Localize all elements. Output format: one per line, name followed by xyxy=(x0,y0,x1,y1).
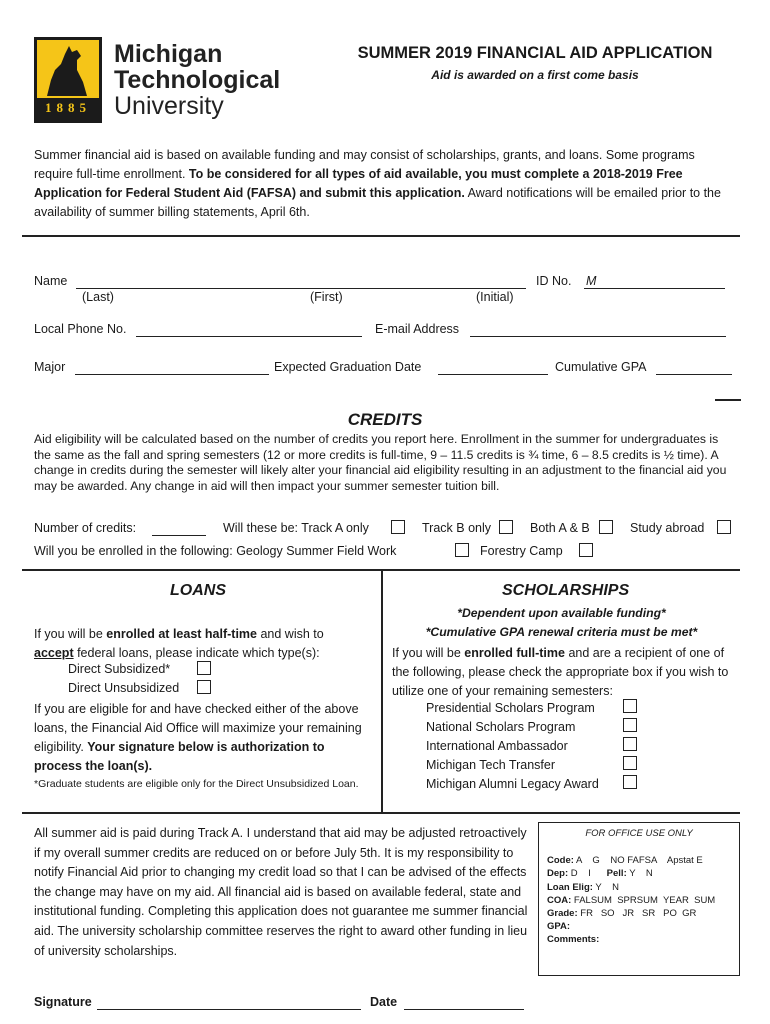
terms-paragraph: All summer aid is paid during Track A. I understand that aid may be adjusted retroactively if my overall summer credits are reduced on or before July 5th. It is my responsibility to notify Financial Aid prior to changing my credit load so that I can be advised of the effects the change may have on my aid. All financial aid is based on available federal, state and institutional funding. Completing this application does not guarantee me summer financial aid. The university scholarship committee reserves the right to award other funding in lieu of university scholarships. xyxy=(34,826,528,958)
logo-year: 1885 xyxy=(45,100,91,115)
credits-number-label: Number of credits: xyxy=(34,521,137,535)
credits-number-input[interactable] xyxy=(152,535,206,536)
office-gpa-row: GPA: xyxy=(547,921,571,933)
office-coa-row: COA: FALSUM SPRSUM YEAR SUM xyxy=(547,894,716,906)
scholarship-label-national: National Scholars Program xyxy=(426,720,576,734)
track-b-checkbox[interactable] xyxy=(499,520,513,534)
scholarship-checkbox-national[interactable] xyxy=(623,718,637,732)
initial-label: (Initial) xyxy=(476,290,514,304)
email-input[interactable] xyxy=(470,336,726,337)
loans-heading: LOANS xyxy=(170,582,226,599)
id-prefix: M xyxy=(586,274,597,288)
id-input[interactable] xyxy=(584,288,725,289)
divider xyxy=(22,812,740,814)
scholarship-label-presidential: Presidential Scholars Program xyxy=(426,701,595,715)
office-use-box xyxy=(538,822,740,976)
email-label: E-mail Address xyxy=(375,322,460,336)
forestry-label: Forestry Camp xyxy=(480,544,563,558)
scholarship-label-transfer: Michigan Tech Transfer xyxy=(426,758,555,772)
both-checkbox[interactable] xyxy=(599,520,613,534)
id-label: ID No. xyxy=(536,274,572,288)
abroad-label: Study abroad xyxy=(630,521,705,535)
grad-date-input[interactable] xyxy=(438,374,548,375)
office-comments-row: Comments: xyxy=(547,934,600,946)
last-label: (Last) xyxy=(82,290,114,304)
logo-badge xyxy=(34,37,102,123)
subsidized-checkbox[interactable] xyxy=(197,661,211,675)
unsubsidized-label: Direct Unsubsidized xyxy=(68,681,180,695)
credits-paragraph: Aid eligibility will be calculated based on the number of credits you report here. Enrollment in the summer for undergraduates is the same as the fall and spring semesters (12 or more credits is full-time, 9 – 11.5 credits is ¾ time, 6 – 8.5 credits is ½ time). A change in credits during the semester will likely alter your financial aid eligibility resulting in an adjustment to the financial aid you may be awarded. Any change in aid will then impact your summer semester tuition bill. xyxy=(34,432,727,493)
forestry-checkbox[interactable] xyxy=(579,543,593,557)
intro-paragraph: Summer financial aid is based on available funding and may consist of scholarships, grants, and loans. Some programs require full-time enrollment. To be considered for all types of aid available, you must complete a 2018-2019 Free Application for Federal Student Aid (FAFSA) and submit this application. Award notifications will be emailed prior to the availability of summer billing statements, April 6th. xyxy=(34,148,721,219)
grad-date-label: Expected Graduation Date xyxy=(274,360,422,374)
scholarship-label-international: International Ambassador xyxy=(426,739,568,753)
divider xyxy=(715,399,741,401)
date-label: Date xyxy=(370,995,398,1009)
name-input[interactable] xyxy=(76,288,526,289)
major-label: Major xyxy=(34,360,66,374)
scholarship-checkbox-legacy[interactable] xyxy=(623,775,637,789)
both-label: Both A & B xyxy=(530,521,590,535)
husky-icon xyxy=(37,40,99,98)
signature-label: Signature xyxy=(34,995,92,1009)
credits-heading: CREDITS xyxy=(347,410,423,429)
logo-line1: Michigan xyxy=(114,40,223,68)
divider xyxy=(22,235,740,237)
page-subtitle: Aid is awarded on a first come basis xyxy=(431,68,639,82)
geology-checkbox[interactable] xyxy=(455,543,469,557)
first-label: (First) xyxy=(310,290,343,304)
logo-line2: Technological xyxy=(114,66,281,94)
scholarship-checkbox-international[interactable] xyxy=(623,737,637,751)
loans-authorization: If you are eligible for and have checked either of the above loans, the Financial Aid Office will maximize your remaining eligibility. Your signature below is authorization to process the loan(s). xyxy=(34,702,362,773)
office-title: FOR OFFICE USE ONLY xyxy=(585,828,693,839)
page-title: SUMMER 2019 FINANCIAL AID APPLICATION xyxy=(357,44,713,62)
abroad-checkbox[interactable] xyxy=(717,520,731,534)
scholarship-label-legacy: Michigan Alumni Legacy Award xyxy=(426,777,599,791)
logo-line3: University xyxy=(114,92,224,120)
scholarships-note-2: *Cumulative GPA renewal criteria must be met* xyxy=(425,625,698,639)
subsidized-label: Direct Subsidized* xyxy=(68,662,171,676)
signature-input[interactable] xyxy=(97,1009,361,1010)
office-code-row: Code: A G NO FAFSA Apstat E xyxy=(547,855,703,867)
major-input[interactable] xyxy=(75,374,269,375)
gpa-input[interactable] xyxy=(656,374,732,375)
office-grade-row: Grade: FR SO JR SR PO GR xyxy=(547,908,697,920)
track-question: Will these be: Track A only xyxy=(223,521,369,535)
logo xyxy=(34,37,304,123)
office-loan-row: Loan Elig: Y N xyxy=(547,881,619,893)
phone-input[interactable] xyxy=(136,336,362,337)
scholarship-checkbox-transfer[interactable] xyxy=(623,756,637,770)
unsubsidized-checkbox[interactable] xyxy=(197,680,211,694)
enroll-question: Will you be enrolled in the following: Geology Summer Field Work xyxy=(34,544,397,558)
name-label: Name xyxy=(34,274,68,288)
scholarships-paragraph: If you will be enrolled full-time and are a recipient of one of the following, please check the appropriate box if you wish to utilize one of your remaining semesters: xyxy=(392,646,729,698)
track-a-checkbox[interactable] xyxy=(391,520,405,534)
loans-paragraph: If you will be enrolled at least half-time and wish to accept federal loans, please indicate which type(s): xyxy=(34,627,324,660)
gpa-label: Cumulative GPA xyxy=(555,360,647,374)
scholarships-note-1: *Dependent upon available funding* xyxy=(457,606,666,620)
phone-label: Local Phone No. xyxy=(34,322,127,336)
date-input[interactable] xyxy=(404,1009,524,1010)
scholarship-checkbox-presidential[interactable] xyxy=(623,699,637,713)
track-b-label: Track B only xyxy=(422,521,492,535)
office-dep-row: Dep: D I Pell: Y N xyxy=(547,868,653,880)
loans-footnote: *Graduate students are eligible only for the Direct Unsubsidized Loan. xyxy=(34,778,359,790)
scholarships-heading: SCHOLARSHIPS xyxy=(502,582,630,599)
